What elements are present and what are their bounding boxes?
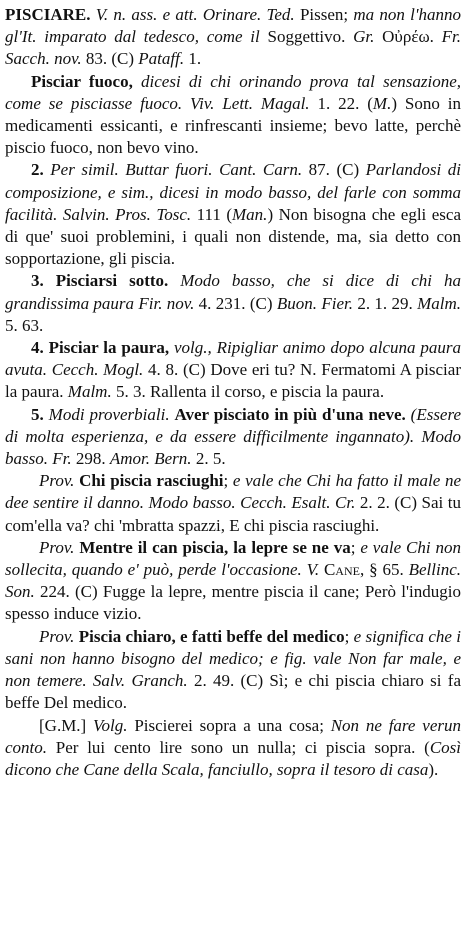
text-run: 1. 22. ( — [317, 93, 373, 113]
text-run: 83. (C) — [85, 49, 139, 69]
text-run: e vale Chi non sollecita, quando e' può, perde l'occasione. V. — [5, 537, 462, 580]
text-run: 3. Pisciarsi sotto. — [31, 271, 181, 291]
text-run: , § 65. — [359, 560, 409, 580]
text-run: [G.M.] — [39, 715, 94, 735]
text-run: ) Sono in medicamenti essicanti, e rinfrescanti insieme; bevo latte, perchè piscio fuoco, non bevo vino. — [5, 93, 461, 158]
text-run: 4. Pisciar la paura, — [31, 338, 174, 358]
entry-definition — [5, 4, 461, 71]
text-run: 224. (C) Fugge la lepre, mentre piscia il cane; Però l'indugio spesso induce vizio. — [5, 582, 461, 624]
text-run: Modo basso, che si dice di chi ha grandissima paura Fir. nov. — [5, 271, 461, 313]
text-run: ) Non bisogna che egli esca di que' suoi problemini, i quali non distende, ma, sia detto con sopportazione, gli piscia. — [5, 204, 461, 269]
note-gm-volg — [5, 715, 461, 782]
text-run: ; — [223, 471, 233, 491]
text-run: Piscia chiaro, e fatti beffe del medico — [78, 626, 345, 646]
text-run: 5. — [31, 404, 49, 424]
sense-3-pisciarsi-sotto — [5, 270, 461, 337]
text-run: Cane — [323, 560, 360, 580]
text-run: Pataff. — [138, 49, 189, 69]
text-run: Soggettivo. — [267, 27, 354, 47]
text-run: ; — [344, 626, 354, 646]
text-run: Prov. — [39, 626, 79, 646]
text-run: 298. — [75, 449, 110, 469]
sense-4-pisciar-la-paura — [5, 337, 461, 404]
text-run: Man. — [232, 204, 268, 224]
text-run: Amor. Bern. — [109, 449, 196, 469]
text-run: 2. 2. (C) Sai tu com'ella va? chi 'mbratta spazzi, E chi piscia rasciughi. — [5, 493, 462, 535]
text-run: dicesi di chi orinando prova tal sensazione, come se pisciasse fuoco. Viv. Lett. Magal. — [5, 71, 461, 113]
proverb-chi-piscia-rasciughi — [5, 470, 461, 537]
text-run: 2. 5. — [195, 449, 226, 469]
text-run: Volg. — [93, 715, 135, 735]
text-run: Malm. — [67, 382, 116, 402]
text-run: (Essere di molta esperienza, e da essere difficilmente ingannato). Modo basso. Fr. — [5, 404, 462, 469]
text-run: ). — [428, 759, 439, 779]
text-run: 5. 3. Rallenta il corso, e piscia la paura. — [115, 382, 385, 402]
sense-pisciar-fuoco — [5, 71, 461, 160]
text-run: 4. 231. (C) — [198, 293, 277, 313]
text-run: Parlandosi di composizione, e sim., dicesi in modo basso, del farle con somma facilità. Salvin. Pros. Tosc. — [5, 160, 461, 224]
sense-5-modi-proverbiali — [5, 404, 461, 471]
text-run: Non ne fare verun conto. — [5, 715, 461, 757]
text-run: 5. 63. — [5, 315, 44, 335]
text-run: V. n. ass. e att. Orinare. Ted. — [95, 5, 300, 24]
text-run: Per simil. Buttar fuori. Cant. Carn. — [50, 160, 309, 180]
text-run: 4. 8. (C) Dove eri tu? N. Fermatomi A pisciar la paura. — [5, 360, 461, 402]
text-run: Οὐρέω. — [382, 27, 442, 47]
text-run: Pissen; — [299, 5, 354, 24]
text-run: 2. — [31, 160, 51, 180]
text-run: Aver pisciato in più d'una neve. — [174, 404, 411, 424]
proverb-piscia-chiaro — [5, 626, 461, 715]
text-run: Bellinc. Son. — [5, 560, 461, 602]
text-run: ; — [350, 537, 361, 557]
text-run: Buon. Fier. — [276, 293, 358, 313]
text-run: M. — [372, 93, 392, 113]
text-run: 2. 49. (C) Sì; e chi piscia chiaro si fa beffe Del medico. — [5, 671, 461, 713]
text-run: Prov. — [39, 471, 80, 491]
text-run: Per lui cento lire sono un nulla; ci piscia sopra. ( — [55, 737, 430, 757]
text-run: Modi proverbiali. — [48, 404, 175, 424]
text-run: volg., Ripigliar animo dopo alcuna paura avuta. Cecch. Mogl. — [5, 338, 461, 380]
text-run: Fr. Sacch. nov. — [5, 27, 462, 69]
text-run: 2. 1. 29. — [357, 293, 418, 313]
text-run: 111 ( — [196, 204, 233, 224]
text-run: e vale che Chi ha fatto il male ne dee sentire il danno. Modo basso. Cecch. Esalt. Cr. — [5, 471, 461, 513]
sense-2-buttar-fuori — [5, 159, 461, 270]
text-run: Piscierei sopra a una cosa; — [134, 715, 331, 735]
text-run: ma non l'hanno gl'It. imparato dal tedesco, come il — [5, 5, 461, 47]
text-run: Così dicono che Cane della Scala, fanciullo, sopra il tesoro di casa — [5, 737, 461, 779]
proverb-mentre-il-can-piscia — [5, 537, 461, 626]
text-run: Pisciar fuoco, — [31, 71, 142, 91]
text-run: 1. — [188, 49, 202, 69]
text-run: 87. (C) — [308, 160, 366, 180]
text-run: Chi piscia rasciughi — [79, 471, 224, 491]
text-run: Mentre il can piscia, la lepre se ne va — [79, 537, 351, 557]
text-run: e significa che i sani non hanno bisogno del medico; e fig. vale Non far male, e non temere. Salv. Granch. — [5, 626, 461, 691]
text-run: Gr. — [353, 27, 383, 47]
text-run: Malm. — [417, 293, 462, 313]
text-run: PISCIARE. — [5, 5, 96, 24]
text-run: Prov. — [39, 537, 80, 557]
